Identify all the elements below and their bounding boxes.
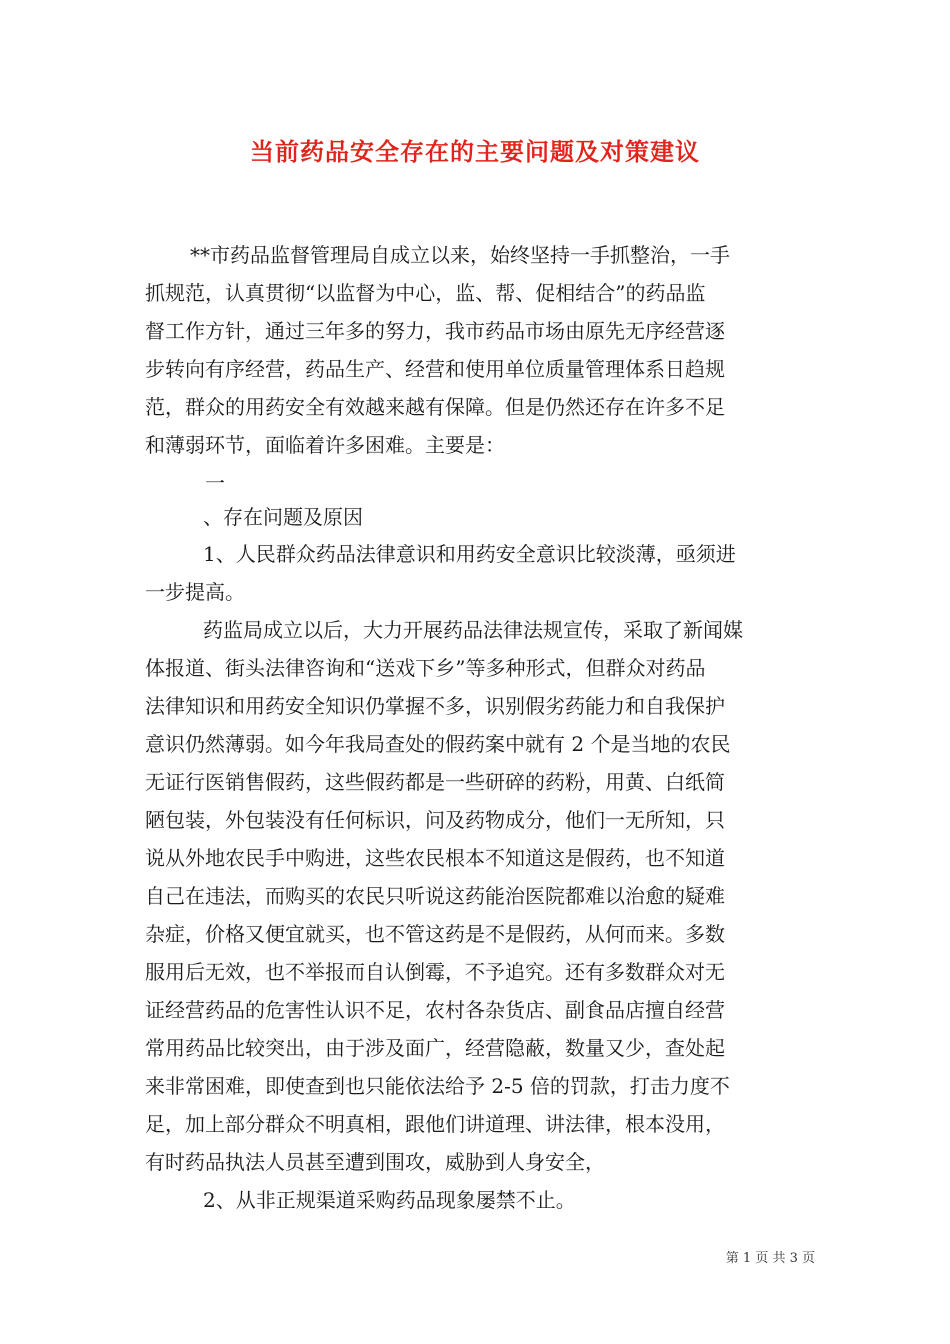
subheading-line: 一步提高。 — [145, 580, 245, 604]
paragraph-line: 范，群众的用药安全有效越来越有保障。但是仍然还存在许多不足 — [145, 395, 725, 419]
section-heading: 、存在问题及原因 — [203, 505, 363, 529]
paragraph-line: 有时药品执法人员甚至遭到围攻，威胁到人身安全， — [145, 1150, 605, 1174]
paragraph-line: 说从外地农民手中购进，这些农民根本不知道这是假药，也不知道 — [145, 846, 725, 870]
paragraph-line: 无证行医销售假药，这些假药都是一些研碎的药粉，用黄、白纸简 — [145, 770, 725, 794]
paragraph-line: 督工作方针，通过三年多的努力，我市药品市场由原先无序经营逐 — [145, 319, 725, 343]
paragraph-line: 体报道、街头法律咨询和“送戏下乡”等多种形式，但群众对药品 — [145, 656, 706, 680]
paragraph-line: 意识仍然薄弱。如今年我局查处的假药案中就有 2 个是当地的农民 — [145, 732, 731, 756]
paragraph-line: 步转向有序经营，药品生产、经营和使用单位质量管理体系日趋规 — [145, 357, 725, 381]
paragraph-line: 杂症，价格又便宜就买，也不管这药是不是假药，从何而来。多数 — [145, 922, 725, 946]
paragraph-line: 法律知识和用药安全知识仍掌握不多，识别假劣药能力和自我保护 — [145, 694, 725, 718]
paragraph-line: 抓规范，认真贯彻“以监督为中心，监、帮、促相结合”的药品监 — [145, 281, 706, 305]
paragraph-line: 来非常困难，即使查到也只能依法给予 2-5 倍的罚款，打击力度不 — [145, 1074, 730, 1098]
paragraph-line: 足，加上部分群众不明真相，跟他们讲道理、讲法律，根本没用， — [145, 1112, 725, 1136]
page-number-footer: 第 1 页 共 3 页 — [725, 1251, 815, 1266]
subheading-line: 1、人民群众药品法律意识和用药安全意识比较淡薄，亟须进 — [203, 542, 736, 566]
section-number: 一 — [205, 471, 225, 495]
paragraph-line: 常用药品比较突出，由于涉及面广，经营隐蔽，数量又少，查处起 — [145, 1036, 725, 1060]
paragraph-line: 自己在违法，而购买的农民只听说这药能治医院都难以治愈的疑难 — [145, 884, 725, 908]
subheading-line: 2、从非正规渠道采购药品现象屡禁不止。 — [203, 1188, 576, 1212]
paragraph-line: 服用后无效，也不举报而自认倒霉，不予追究。还有多数群众对无 — [145, 960, 725, 984]
paragraph-line: 和薄弱环节，面临着许多困难。主要是： — [145, 433, 505, 457]
paragraph-line: 药监局成立以后，大力开展药品法律法规宣传，采取了新闻媒 — [203, 618, 743, 642]
paragraph-line: 陋包装，外包装没有任何标识，问及药物成分，他们一无所知，只 — [145, 808, 725, 832]
paragraph-line: **市药品监督管理局自成立以来，始终坚持一手抓整治，一手 — [190, 243, 730, 267]
document-title: 当前药品安全存在的主要问题及对策建议 — [250, 137, 700, 166]
paragraph-line: 证经营药品的危害性认识不足，农村各杂货店、副食品店擅自经营 — [145, 998, 725, 1022]
